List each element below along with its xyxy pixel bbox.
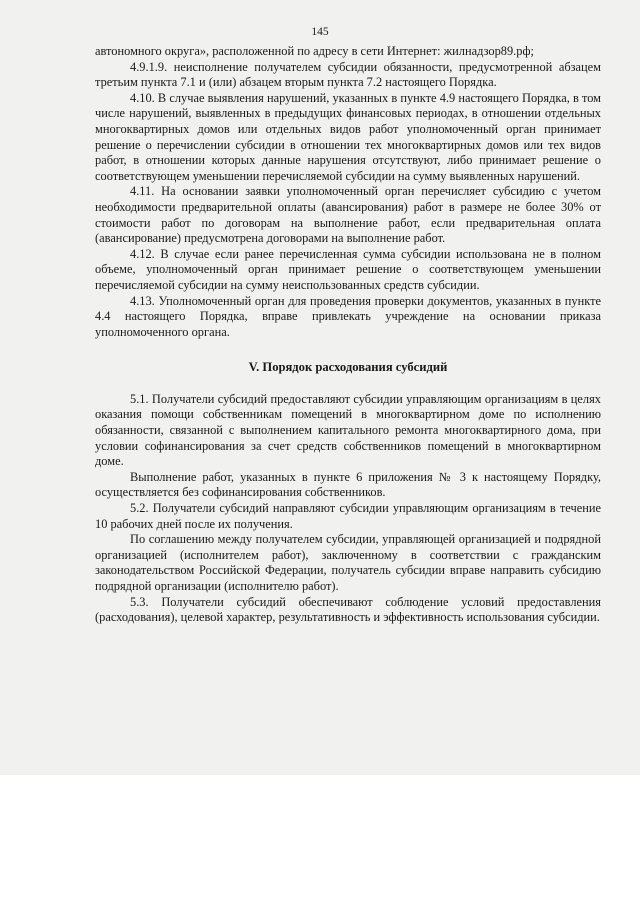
document-body (95, 44, 601, 626)
paragraph-5-1: 5.1. Получатели субсидий предоставляют субсидии управляющим организациям в целях оказания помощи собственникам помещений в многоквартирном доме по исполнению обязанности, связанной с выполнением капитального ремонта многоквартирного дома, при условии софинансирования за счет средств собственников помещений в многоквартирном доме. (95, 391, 601, 469)
paragraph-continued: автономного округа», расположенной по адресу в сети Интернет: жилнадзор89.рф; (95, 44, 534, 58)
paragraphs-after (95, 392, 601, 626)
paragraph-4-9-1-9: 4.9.1.9. неисполнение получателем субсидии обязанности, предусмотренной абзацем третьим пункта 7.1 и (или) абзацем вторым пункта 7.2 настоящего Порядка. (95, 59, 601, 90)
paragraph-4-13: 4.13. Уполномоченный орган для проведения проверки документов, указанных в пункте 4.4 настоящего Порядка, вправе привлекать учреждение на основании приказа уполномоченного органа. (95, 293, 601, 339)
paragraph-5-2: 5.2. Получатели субсидий направляют субсидии управляющим организациям в течение 10 рабочих дней после их получения. (95, 501, 601, 531)
page-number: 145 (311, 26, 329, 38)
paragraph-4-12: 4.12. В случае если ранее перечисленная сумма субсидии использована не в полном объеме, уполномоченный орган принимает решение о соответствующем уменьшении перечисляемой субсидии на сумму неиспользованных средств субсидии. (95, 246, 601, 292)
paragraph-4-11: 4.11. На основании заявки уполномоченный орган перечисляет субсидию с учетом необходимости предварительной оплаты (авансирования) работ в размере не более 30% от стоимости работ по договорам на выполнение работ, если предварительная оплата (авансирование) предусмотрена договорами на выполнение работ. (95, 184, 601, 246)
paragraph-5-2-b: По соглашению между получателем субсидии, управляющей организацией и подрядной организацией (исполнителем работ), заключенному в соответствии с гражданским законодательством Российской Федерации, получатель субсидии вправе направить субсидию подрядной организации (исполнителю работ). (95, 532, 601, 593)
paragraph-5-1-b: Выполнение работ, указанных в пункте 6 приложения № 3 к настоящему Порядку, осуществляется без софинансирования собственников. (95, 469, 601, 500)
section-heading: V. Порядок расходования субсидий (248, 360, 448, 375)
paragraph-5-3: 5.3. Получатели субсидий обеспечивают соблюдение условий предоставления (расходования), целевой характер, результативность и эффективность использования субсидии. (95, 594, 601, 625)
paragraphs-before (95, 44, 601, 340)
paragraph-4-10: 4.10. В случае выявления нарушений, указанных в пункте 4.9 настоящего Порядка, в том числе нарушений, выявленных в предыдущих финансовых периодах, в отношении отдельных многоквартирных домов или отдельных видов работ уполномоченный орган принимает решение о перечислении субсидии в отношении тех многоквартирных домов или тех видов работ, в отношении которых данные нарушения отсутствуют, либо принимает решение о соответствующем уменьшении перечисляемой субсидии на сумму выявленных нарушений. (95, 90, 601, 183)
